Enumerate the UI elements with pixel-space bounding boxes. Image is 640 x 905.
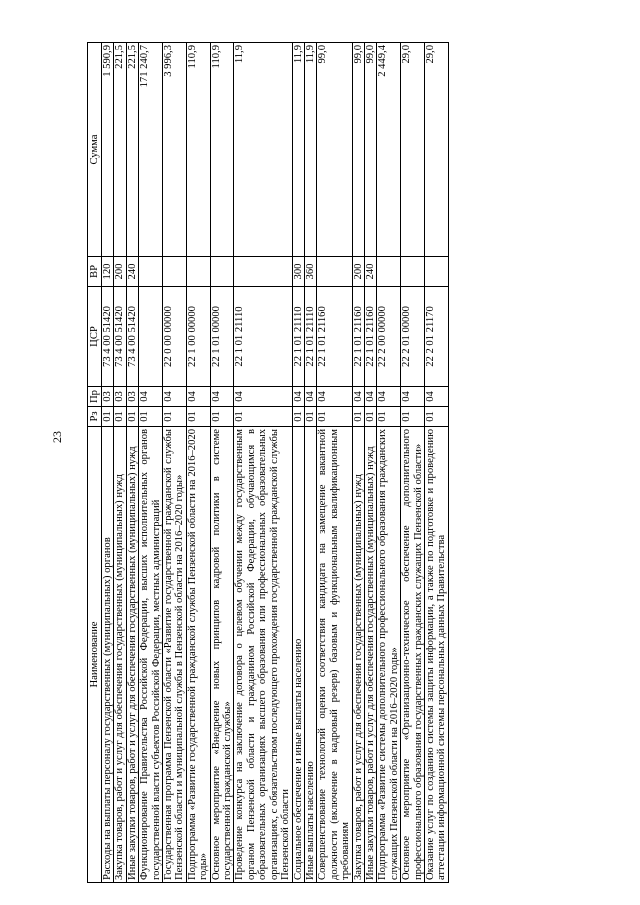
cell-rz: 01	[114, 407, 126, 427]
cell-vr: 360	[304, 257, 316, 287]
cell-rz: 01	[102, 407, 114, 427]
table-row	[401, 43, 425, 883]
cell-sum: 171 240,7	[139, 43, 163, 257]
cell-vr: 240	[364, 257, 376, 287]
table-row	[424, 43, 448, 883]
cell-csr: 22 2 00 00000	[377, 287, 401, 387]
cell-rz: 01	[424, 407, 448, 427]
cell-vr	[377, 257, 401, 287]
cell-csr: 22 1 01 21160	[317, 287, 352, 387]
header-vr: ВР	[88, 257, 102, 287]
cell-pr: 04	[401, 387, 425, 407]
table-row	[210, 43, 234, 883]
cell-pr: 04	[234, 387, 292, 407]
cell-rz: 01	[234, 407, 292, 427]
cell-rz: 01	[304, 407, 316, 427]
cell-vr	[186, 257, 210, 287]
cell-sum: 11,9	[292, 43, 304, 257]
cell-pr: 04	[377, 387, 401, 407]
cell-name: Подпрограмма «Развитие системы дополнительного профессионального образования гражданских служащих Пензенской области на 2016–2020 годы»	[377, 427, 401, 883]
cell-vr: 300	[292, 257, 304, 287]
cell-rz: 01	[292, 407, 304, 427]
cell-csr: 22 2 01 21170	[424, 287, 448, 387]
cell-sum: 11,9	[304, 43, 316, 257]
cell-pr: 04	[210, 387, 234, 407]
cell-sum: 221,5	[114, 43, 126, 257]
table-header-row	[88, 43, 102, 883]
cell-sum: 2 449,4	[377, 43, 401, 257]
cell-csr: 22 1 01 21160	[352, 287, 364, 387]
table-row	[352, 43, 364, 883]
cell-sum: 99,0	[317, 43, 352, 257]
cell-pr: 04	[292, 387, 304, 407]
cell-rz: 01	[364, 407, 376, 427]
cell-pr: 04	[364, 387, 376, 407]
cell-vr	[234, 257, 292, 287]
table-row	[304, 43, 316, 883]
cell-pr: 03	[102, 387, 114, 407]
cell-rz: 01	[317, 407, 352, 427]
cell-pr: 04	[163, 387, 187, 407]
cell-sum: 11,9	[234, 43, 292, 257]
header-rz: Рз	[88, 407, 102, 427]
cell-csr: 22 1 01 21110	[292, 287, 304, 387]
cell-rz: 01	[139, 407, 163, 427]
cell-csr: 22 1 01 00000	[210, 287, 234, 387]
cell-sum: 1 590,9	[102, 43, 114, 257]
cell-pr: 04	[424, 387, 448, 407]
table-row	[102, 43, 114, 883]
page-number: 23	[50, 431, 64, 443]
cell-name: Иные выплаты населению	[304, 427, 316, 883]
cell-csr: 22 0 00 00000	[163, 287, 187, 387]
cell-sum: 99,0	[352, 43, 364, 257]
cell-name: Расходы на выплаты персоналу государственных (муниципальных) органов	[102, 427, 114, 883]
header-name: Наименование	[88, 427, 102, 883]
cell-csr: 22 2 01 00000	[401, 287, 425, 387]
cell-sum: 110,9	[186, 43, 210, 257]
cell-csr	[139, 287, 163, 387]
cell-vr	[317, 257, 352, 287]
cell-pr: 04	[139, 387, 163, 407]
cell-name: Закупка товаров, работ и услуг для обеспечения государственных (муниципальных) нужд	[114, 427, 126, 883]
cell-csr: 22 1 01 21110	[304, 287, 316, 387]
cell-pr: 04	[317, 387, 352, 407]
cell-name: Государственная программа Пензенской области «Развитие государственной гражданской службы Пензенской области и муниципальной службы в Пензенской области на 2016–2020 годы»	[163, 427, 187, 883]
cell-csr: 73 4 00 51420	[102, 287, 114, 387]
header-pr: Пр	[88, 387, 102, 407]
cell-sum: 110,9	[210, 43, 234, 257]
table-row	[139, 43, 163, 883]
cell-pr: 04	[304, 387, 316, 407]
cell-rz: 01	[163, 407, 187, 427]
cell-csr: 22 1 00 00000	[186, 287, 210, 387]
cell-csr: 22 1 01 21110	[234, 287, 292, 387]
cell-rz: 01	[352, 407, 364, 427]
cell-csr: 22 1 01 21160	[364, 287, 376, 387]
rotated-page-content	[87, 43, 627, 883]
header-sum: Сумма	[88, 43, 102, 257]
cell-pr: 03	[126, 387, 138, 407]
budget-table	[87, 42, 449, 883]
cell-vr: 200	[114, 257, 126, 287]
table-row	[377, 43, 401, 883]
cell-name: Подпрограмма «Развитие государственной гражданской службы Пензенской области на 2016–2020 годы»	[186, 427, 210, 883]
cell-vr: 120	[102, 257, 114, 287]
cell-vr: 240	[126, 257, 138, 287]
cell-rz: 01	[126, 407, 138, 427]
table-row	[163, 43, 187, 883]
cell-name: Функционирование Правительства Российской Федерации, высших исполнительных органов государственной власти субъектов Российской Федерации, местных администраций	[139, 427, 163, 883]
table-row	[186, 43, 210, 883]
cell-rz: 01	[186, 407, 210, 427]
cell-vr	[139, 257, 163, 287]
table-row	[114, 43, 126, 883]
cell-name: Проведение конкурса на заключение договора о целевом обучении между государственным органом Пензенской области и гражданином Российской Федерации, обучающимся в образовательных организациях высшего образования или профессиональных образовательных организациях, с обязательством последующего прохождения государственной гражданской службы Пензенской области	[234, 427, 292, 883]
cell-csr: 73 4 00 51420	[114, 287, 126, 387]
cell-pr: 04	[186, 387, 210, 407]
table-row	[234, 43, 292, 883]
cell-sum: 221,5	[126, 43, 138, 257]
cell-sum: 29,0	[424, 43, 448, 257]
cell-sum: 99,0	[364, 43, 376, 257]
cell-sum: 29,0	[401, 43, 425, 257]
cell-vr	[401, 257, 425, 287]
table-row	[317, 43, 352, 883]
cell-vr	[424, 257, 448, 287]
cell-name: Иные закупки товаров, работ и услуг для обеспечения государственных (муниципальных) нужд	[364, 427, 376, 883]
cell-name: Оказание услуг по созданию системы защиты информации, а также по подготовке и проведению аттестации информационной системы персональных данных Правительства	[424, 427, 448, 883]
table-row	[292, 43, 304, 883]
cell-pr: 04	[352, 387, 364, 407]
cell-rz: 01	[401, 407, 425, 427]
table-row	[126, 43, 138, 883]
cell-vr: 200	[352, 257, 364, 287]
header-csr: ЦСР	[88, 287, 102, 387]
cell-sum: 3 996,3	[163, 43, 187, 257]
cell-pr: 03	[114, 387, 126, 407]
cell-name: Иные закупки товаров, работ и услуг для обеспечения государственных (муниципальных) нужд	[126, 427, 138, 883]
cell-name: Закупка товаров, работ и услуг для обеспечения государственных (муниципальных) нужд	[352, 427, 364, 883]
cell-vr	[163, 257, 187, 287]
cell-rz: 01	[210, 407, 234, 427]
cell-csr: 73 4 00 51420	[126, 287, 138, 387]
cell-rz: 01	[377, 407, 401, 427]
table-row	[364, 43, 376, 883]
cell-name: Основное мероприятие «Организационно-техническое обеспечение дополнительного профессионального образования государственных гражданских служащих Пензенской области»	[401, 427, 425, 883]
cell-name: Основное мероприятие «Внедрение новых принципов кадровой политики в системе государственной гражданской службы»	[210, 427, 234, 883]
cell-name: Социальное обеспечение и иные выплаты населению	[292, 427, 304, 883]
cell-name: Совершенствование технологий оценки соответствия кандидата на замещение вакантной должности (включение в кадровый резерв) базовым и функциональным квалификационным требованиям	[317, 427, 352, 883]
cell-vr	[210, 257, 234, 287]
